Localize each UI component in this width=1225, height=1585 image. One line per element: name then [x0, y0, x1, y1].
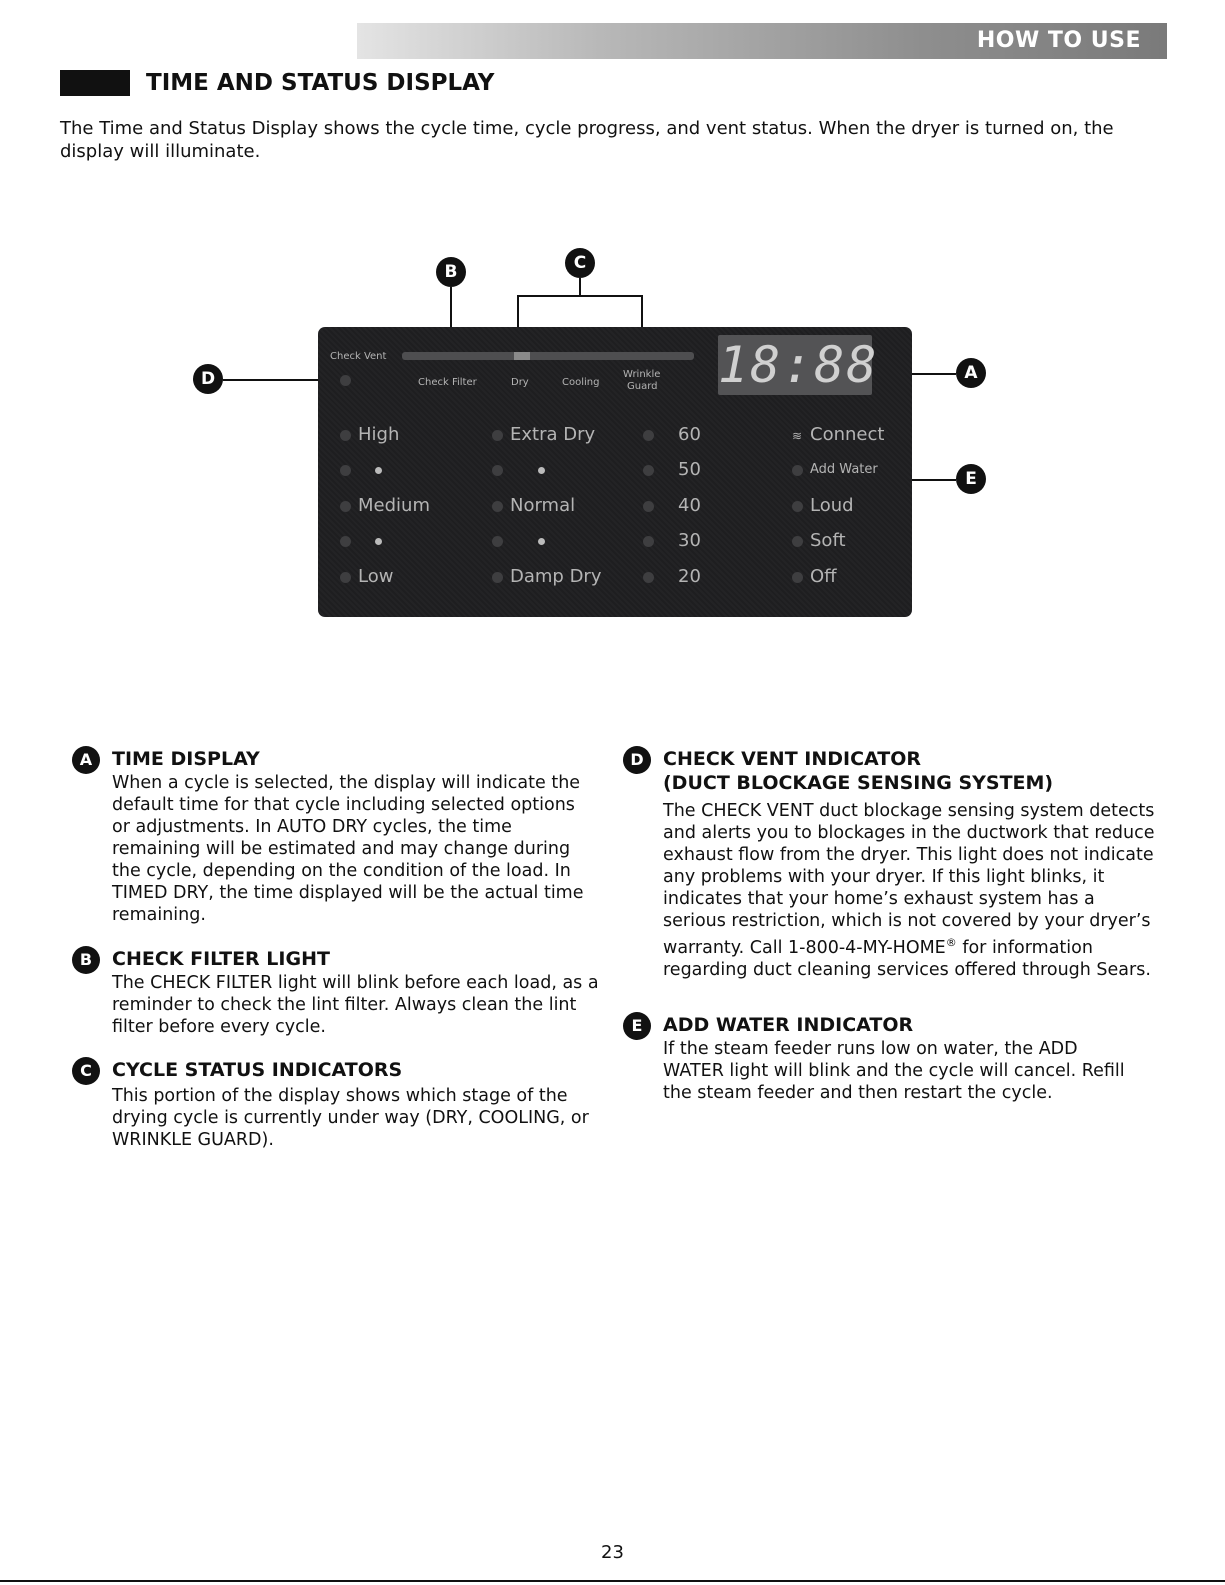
- minutes-20[interactable]: 20: [678, 566, 701, 587]
- dryness-damp-dry[interactable]: Damp Dry: [510, 566, 602, 587]
- minutes-40-led[interactable]: [643, 501, 654, 512]
- minutes-30-led[interactable]: [643, 536, 654, 547]
- callout-c-bracket-left: [517, 295, 519, 327]
- check-vent-led: [340, 375, 351, 386]
- item-d-body: [663, 800, 1158, 981]
- time-display-digits: 18:88: [718, 336, 879, 394]
- temp-low[interactable]: Low: [358, 566, 394, 587]
- low-led[interactable]: [340, 572, 351, 583]
- item-c-title: CYCLE STATUS INDICATORS: [112, 1059, 403, 1081]
- section-title: TIME AND STATUS DISPLAY: [146, 70, 495, 96]
- check-filter-label: Check Filter: [418, 377, 477, 388]
- cycle-progress-bar: [402, 352, 694, 360]
- item-b-title: CHECK FILTER LIGHT: [112, 948, 330, 970]
- dryness-step-dot: [538, 467, 545, 474]
- guard-status-label: Guard: [627, 381, 658, 392]
- normal-led[interactable]: [492, 501, 503, 512]
- item-b-body: The CHECK FILTER light will blink before each load, as a reminder to check the lint filter. Always clean the lint filter before every cycle.: [112, 973, 599, 1037]
- header-label: HOW TO USE: [976, 28, 1141, 53]
- callout-e-badge: E: [956, 464, 986, 494]
- signal-loud[interactable]: Loud: [810, 495, 854, 516]
- dryness-extra-dry[interactable]: Extra Dry: [510, 424, 596, 445]
- check-vent-label: Check Vent: [330, 351, 387, 362]
- extra-dry-led[interactable]: [492, 430, 503, 441]
- signal-soft[interactable]: Soft: [810, 530, 846, 551]
- minutes-30[interactable]: 30: [678, 530, 701, 551]
- minutes-50[interactable]: 50: [678, 459, 701, 480]
- signal-off[interactable]: Off: [810, 566, 837, 587]
- callout-c-bracket-top: [517, 295, 643, 297]
- callout-a-badge: A: [956, 358, 986, 388]
- item-a-title: TIME DISPLAY: [112, 748, 260, 770]
- item-c-body: This portion of the display shows which stage of the drying cycle is currently under way (DRY, COOLING, or WRINKLE GUARD).: [112, 1086, 589, 1150]
- callout-c-bracket-right: [641, 295, 643, 327]
- callout-c-stem: [579, 278, 581, 296]
- wifi-icon: ≋: [792, 429, 803, 443]
- soft-led[interactable]: [792, 536, 803, 547]
- add-water-led: [792, 465, 803, 476]
- header-band: [357, 23, 1167, 59]
- item-a-badge: A: [72, 746, 100, 774]
- item-d-body-text-end: for information regarding duct cleaning services offered through Sears.: [663, 937, 1151, 980]
- temp-led: [340, 536, 351, 547]
- temp-led: [340, 465, 351, 476]
- medium-led[interactable]: [340, 501, 351, 512]
- item-b-badge: B: [72, 946, 100, 974]
- minutes-50-led[interactable]: [643, 465, 654, 476]
- temp-step-dot: [375, 467, 382, 474]
- item-e-badge: E: [623, 1012, 651, 1040]
- item-d-subtitle: (DUCT BLOCKAGE SENSING SYSTEM): [663, 772, 1054, 794]
- time-status-display-panel: [318, 327, 912, 617]
- item-d-badge: D: [623, 746, 651, 774]
- temp-high[interactable]: High: [358, 424, 400, 445]
- temp-step-dot: [375, 538, 382, 545]
- off-led[interactable]: [792, 572, 803, 583]
- loud-led[interactable]: [792, 501, 803, 512]
- callout-c-badge: C: [565, 248, 595, 278]
- dry-status-label: Dry: [511, 377, 529, 388]
- item-a-body: When a cycle is selected, the display will indicate the default time for that cycle including selected options or adjustments. In AUTO DRY cycles, the time remaining will be estimated and may change during the cycle, depending on the condition of the load. In TIMED DRY, the time displayed will be the actual time remaining.: [112, 773, 584, 925]
- registered-mark: ®: [945, 936, 957, 949]
- progress-segment: [514, 352, 530, 360]
- wrinkle-status-label: Wrinkle: [623, 369, 661, 380]
- callout-b-line: [450, 287, 452, 327]
- minutes-60-led[interactable]: [643, 430, 654, 441]
- minutes-40[interactable]: 40: [678, 495, 701, 516]
- high-led[interactable]: [340, 430, 351, 441]
- damp-dry-led[interactable]: [492, 572, 503, 583]
- intro-paragraph: The Time and Status Display shows the cycle time, cycle progress, and vent status. When the dryer is turned on, the display will illuminate.: [60, 118, 1114, 162]
- item-d-body-text: The CHECK VENT duct blockage sensing system detects and alerts you to blockages in the ductwork that reduce exhaust flow from the dryer. This light does not indicate any problems with your dryer. If this light blinks, it indicates that your home’s exhaust system has a serious restriction, which is not covered by your dryer’s warranty. Call 1-800-4-MY-HOME: [663, 801, 1155, 958]
- bottom-rule: [0, 1580, 1225, 1582]
- temp-medium[interactable]: Medium: [358, 495, 430, 516]
- dryness-led: [492, 465, 503, 476]
- connect-option[interactable]: Connect: [810, 424, 885, 445]
- dryness-led: [492, 536, 503, 547]
- add-water-label: Add Water: [810, 462, 878, 477]
- callout-b-badge: B: [436, 257, 466, 287]
- minutes-60[interactable]: 60: [678, 424, 701, 445]
- item-d-title: CHECK VENT INDICATOR: [663, 748, 921, 770]
- item-e-body: If the steam feeder runs low on water, the ADD WATER light will blink and the cycle will cancel. Refill the steam feeder and then restart the cycle.: [663, 1039, 1125, 1103]
- callout-d-badge: D: [193, 364, 223, 394]
- cooling-status-label: Cooling: [562, 377, 600, 388]
- item-c-badge: C: [72, 1057, 100, 1085]
- dryness-step-dot: [538, 538, 545, 545]
- page-number: 23: [601, 1542, 624, 1563]
- section-marker: [60, 70, 130, 96]
- minutes-20-led[interactable]: [643, 572, 654, 583]
- item-e-title: ADD WATER INDICATOR: [663, 1014, 914, 1036]
- dryness-normal[interactable]: Normal: [510, 495, 576, 516]
